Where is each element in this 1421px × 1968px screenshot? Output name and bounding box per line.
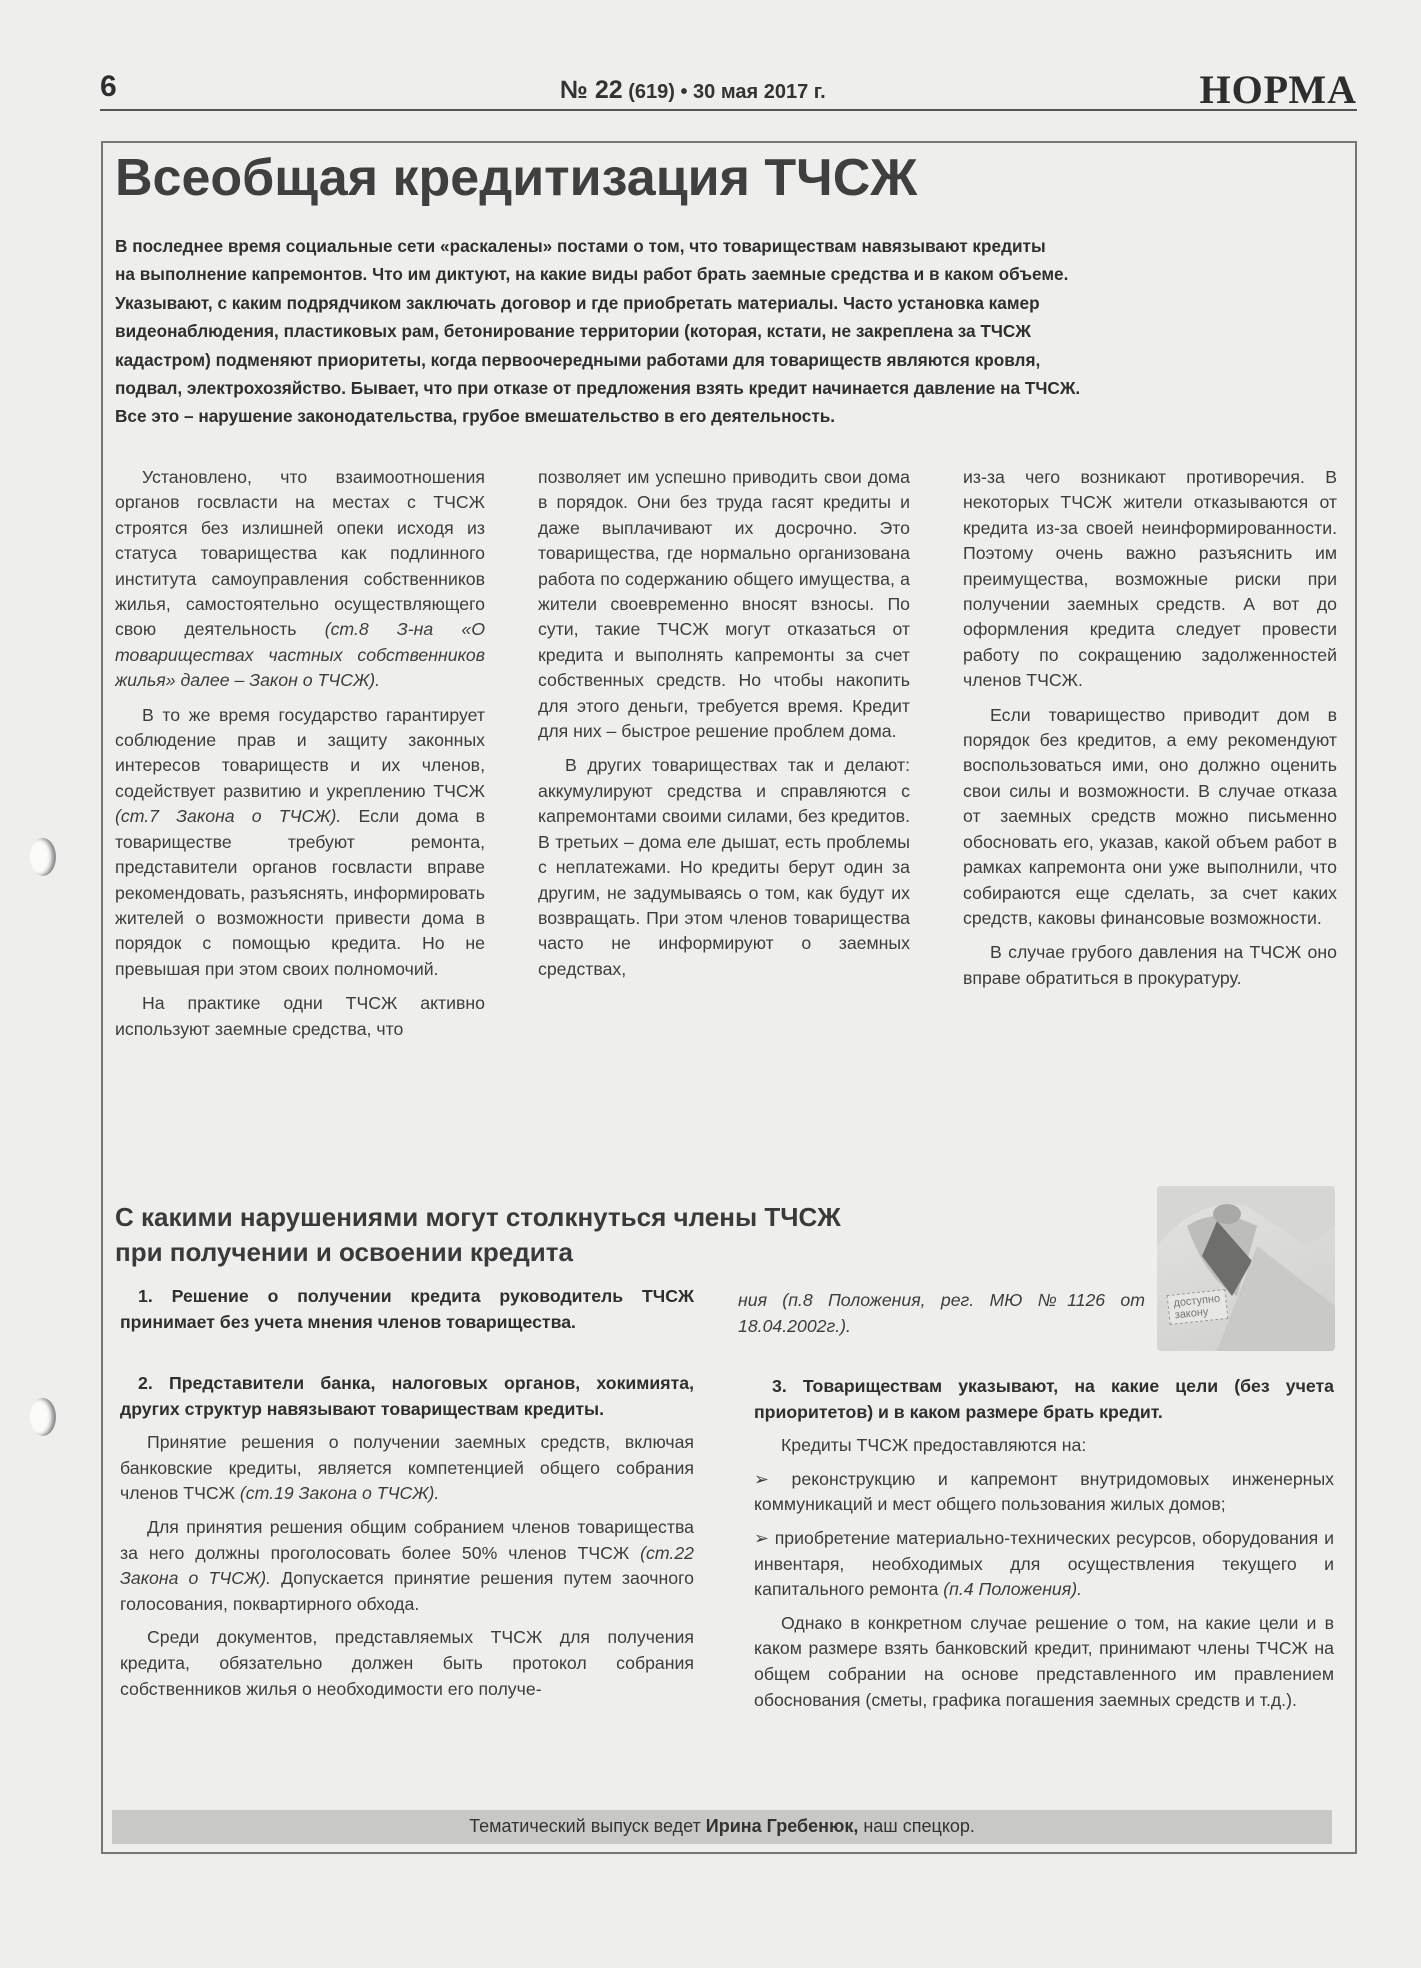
lead-line: видеонаблюдения, пластиковых рам, бетонирование территории (которая, кстати, не закреплена за ТЧСЖ [115,321,1031,342]
binder-hole [30,1398,56,1436]
paragraph: Для принятия решения общим собранием членов товарищества за него должны проголосовать более 50% членов ТЧСЖ (ст.22 Закона о ТЧСЖ). Допускается принятие решения путем заочного голосования, поквартирного обхода. [120,1516,694,1614]
lead-line: Все это – нарушение законодательства, грубое вмешательство в его деятельность. [115,406,836,427]
header-rule [100,109,1357,111]
body-column-3 [963,465,1337,1000]
paragraph: Установлено, что взаимоотношения органов госвласти на местах с ТЧСЖ строятся без излишней опеки исходя из статуса товарищества как подлинного института самоуправления собственников жилья, самостоятельно осуществляющего свою деятельность (ст.8 З-на «О товариществах частных собственников жилья» далее – Закон о ТЧСЖ). [115,467,485,691]
bullet-item: ➢ приобретение материально-технических ресурсов, оборудования и инвентаря, необходимых для осуществления текущего и капитального ремонта (п.4 Положения). [754,1527,1334,1600]
author-name: Ирина Гребенюк, [705,1816,859,1836]
lead-line: В последнее время социальные сети «раскалены» постами о том, что товариществам навязывают кредиты [115,236,1046,256]
paragraph: На практике одни ТЧСЖ активно используют заемные средства, что [115,993,485,1039]
item-3 [754,1374,1334,1721]
item-2 [120,1371,694,1710]
item-heading: 2. Представители банка, налоговых органов, хокимията, других структур навязывают товариществам кредиты. [120,1373,694,1419]
paragraph: Кредиты ТЧСЖ предоставляются на: [781,1435,1087,1456]
article-lead [115,232,1320,431]
footer-bar [112,1810,1332,1844]
item-1 [120,1284,694,1343]
law-reference: (ст.22 Закона о ТЧСЖ). [120,1542,694,1589]
law-reference: (п.4 Положения). [943,1579,1083,1600]
paragraph: позволяет им успешно приводить свои дома в порядок. Они без труда гасят кредиты и даже выплачивают их досрочно. Это товарищества, где нормально организована работа по содержанию общего имущества, а жители своевременно вносят взносы. По сути, такие ТЧСЖ могут отказаться от кредита и выполнять капремонты за счет собственных средств. Но чтобы накопить для этого деньги, требуется время. Кредит для них – быстрое решение проблем дома. [538,467,910,742]
hand-stamp-illustration [1157,1186,1335,1351]
article-title: Всеобщая кредитизация ТЧСЖ [115,149,918,207]
paragraph: Однако в конкретном случае решение о том, на какие цели и в каком размере взять банковский кредит, принимают члены ТЧСЖ на общем собрании на основе представленного им правлением обоснования (сметы, графика погашения заемных средств и т.д.). [754,1612,1334,1710]
item-1-continuation [738,1288,1145,1347]
paragraph: В то же время государство гарантирует соблюдение прав и защиту законных интересов товариществ и их членов, содействует развитию и укреплению ТЧСЖ (ст.7 Закона о ТЧСЖ). Если дома в товариществе требуют ремонта, представители органов госвласти вправе рекомендовать, разъяснять, информировать жителей о возможности привести дома в порядок с помощью кредита. Но не превышая при этом своих полномочий. [115,704,485,979]
page-number: 6 [100,70,117,103]
paragraph: Если товарищество приводит дом в порядок без кредитов, а ему рекомендуют воспользоваться ими, оно должно оценить свои силы и возможности. В случае отказа от заемных средств можно письменно обосновать его, указав, какой объем работ в рамках капремонта они уже выполнили, что собираются еще сделать, за счет каких средств, каковы финансовые возможности. [963,704,1337,928]
bullet-arrow-icon: ➢ [754,1527,769,1548]
photo-stamp-text: доступно закону [1167,1289,1229,1325]
paragraph: из-за чего возникают противоречия. В некоторых ТЧСЖ жители отказываются от кредита из-за своей неинформированности. Поэтому очень важно разъяснить им преимущества, возможные риски при получении заемных средств. А вот до оформления кредита следует провести работу по сокращению задолженностей членов ТЧСЖ. [963,467,1337,691]
law-reference: (ст.7 Закона о ТЧСЖ). [115,806,342,827]
page-header [100,62,1357,112]
section-title: С какими нарушениями могут столкнуться члены ТЧСЖ при получении и освоении кредита [115,1202,841,1267]
issue-total: (619) [628,81,675,103]
illustration-photo [1157,1186,1335,1351]
paragraph: В других товариществах так и делают: аккумулируют средства и справляются с капремонтами своими силами, без кредитов. В третьих – дома еле дышат, есть проблемы с неплатежами. Но кредиты берут один за другим, не задумываясь о том, как будут их возвращать. При этом членов товарищества часто не информируют о заемных средствах, [538,755,910,979]
body-column-2 [538,465,910,991]
item-heading: 1. Решение о получении кредита руководитель ТЧСЖ принимает без учета мнения членов товарищества. [120,1286,694,1332]
law-reference: (ст.8 З-на «О товариществах частных собственников жилья» далее – Закон о ТЧСЖ). [115,619,485,691]
body-column-1 [115,465,485,1051]
lead-line: Указывают, с каким подрядчиком заключать договор и где приобретать материалы. Часто установка камер [115,292,1040,313]
issue-date: 30 мая 2017 г. [693,81,826,103]
bullet-item: ➢ реконструкцию и капремонт внутридомовых инженерных коммуникаций и мест общего пользования жилых домов; [754,1468,1335,1515]
footer-credit: Тематический выпуск ведет Ирина Гребенюк, наш спецкор. [469,1816,975,1836]
paragraph: ния (п.8 Положения, рег. МЮ №1126 от 18.04.2002г.). [738,1290,1145,1336]
lead-line: на выполнение капремонтов. Что им диктуют, на какие виды работ брать заемные средства и в каком объеме. [115,264,1069,285]
lead-line: подвал, электрохозяйство. Бывает, что при отказе от предложения взять кредит начинается давление на ТЧСЖ. [115,378,1081,399]
issue-info [560,76,826,105]
paragraph: В случае грубого давления на ТЧСЖ оно вправе обратиться в прокуратуру. [963,942,1337,988]
bullet-arrow-icon: ➢ [754,1468,769,1489]
issue-number: № 22 [560,76,623,104]
issue-separator: • [680,81,688,103]
law-reference: (ст.19 Закона о ТЧСЖ). [239,1483,440,1504]
binder-hole [30,838,56,876]
newspaper-brand: НОРМА [1199,67,1357,112]
item-heading: 3. Товариществам указывают, на какие цели (без учета приоритетов) и в каком размере брать кредит. [754,1376,1334,1422]
lead-line: кадастром) подменяют приоритеты, когда первоочередными работами для товариществ являются кровля, [115,349,1041,370]
paragraph: Среди документов, представляемых ТЧСЖ для получения кредита, обязательно должен быть протокол собрания собственников жилья о необходимости его получе- [120,1627,694,1699]
paragraph: Принятие решения о получении заемных средств, включая банковские кредиты, является компетенцией общего собрания членов ТЧСЖ (ст.19 Закона о ТЧСЖ). [120,1432,694,1504]
